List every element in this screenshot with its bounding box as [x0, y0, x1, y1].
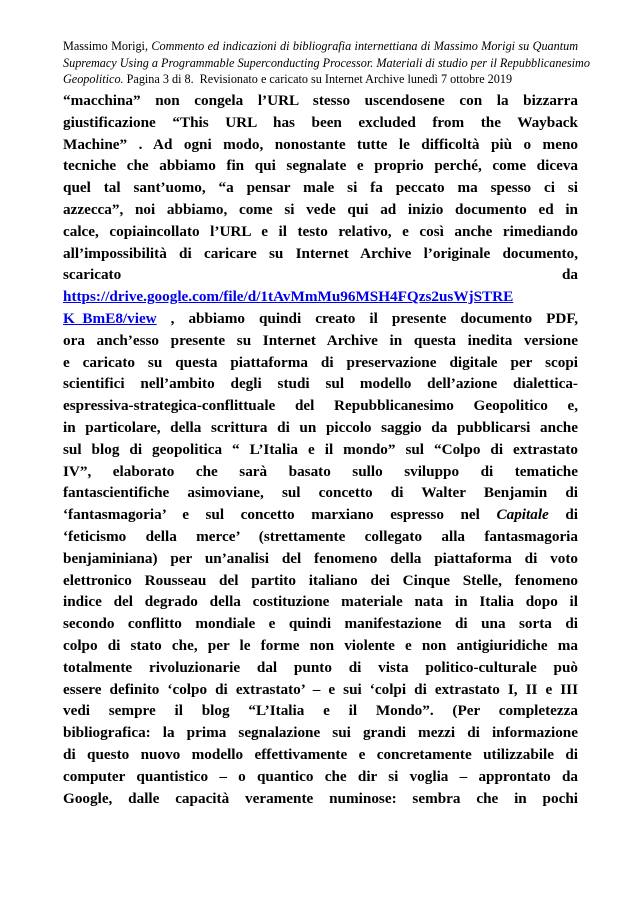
header-page-info: Pagina 3 di 8.	[126, 72, 194, 86]
text-line: benjaminiana) per un’analisi del fenomeno della piattaforma di voto	[63, 549, 578, 567]
text-line: sul blog di geopolitica “ L’Italia e il mondo” sul “Colpo di extrastato	[63, 440, 578, 458]
scaricato-word: scaricato	[63, 266, 122, 284]
text-line: vedi sempre il blog “L’Italia e il Mondo”. (Per completezza	[63, 702, 578, 720]
text-line: computer quantistico – o quantico che dir si voglia – approntato da	[63, 767, 578, 785]
page-header	[63, 38, 590, 88]
drive-link-part-1[interactable]: https://drive.google.com/file/d/1tAvMmMu96MSH4FQzs2usWjSTRE	[63, 288, 514, 306]
text-line-scaricato	[63, 264, 578, 286]
text-line: colpo di stato che, per le forme non violente e non antigiuridiche ma	[63, 636, 578, 654]
text-line: tecniche che abbiamo fin qui segnalate e proprio perché, come diceva	[63, 157, 578, 175]
text-line: in particolare, della scrittura di un piccolo saggio da pubblicarsi anche	[63, 418, 578, 436]
header-title-part-3: Geopolitico.	[63, 72, 124, 86]
header-line-2: Supremacy Using a Programmable Superconducting Processor. Materiali di studio per il Repubblicanesimo	[63, 55, 590, 70]
text-line: secondo conflitto mondiale e quindi manifestazione di una sorta di	[63, 615, 578, 633]
text-line: espressiva-strategica-conflittuale del Repubblicanesimo Geopolitico e,	[63, 397, 578, 415]
text-line-link-end	[63, 308, 578, 330]
text-line-capitale	[63, 504, 578, 526]
capitale-italic: Capitale	[496, 506, 549, 524]
text-line: di questo nuovo modello effettivamente e concretamente utilizzabile di	[63, 745, 578, 763]
text-line: essere definito ‘colpo di extrastato’ – e sui ‘colpi di extrastato I, II e III	[63, 680, 578, 698]
text-line: “macchina” non congela l’URL stesso uscendosene con la bizzarra	[63, 92, 578, 109]
text-line: e caricato su questa piattaforma di preservazione digitale per scopi	[63, 353, 578, 371]
text-line: all’impossibilità di caricare su Internet Archive l’originale documento,	[63, 244, 578, 262]
text-line: Google, dalle capacità veramente numinose: sembra che in pochi	[63, 789, 578, 807]
text-line: bibliografica: la prima segnalazione sui grandi mezzi di informazione	[63, 724, 578, 742]
text-line: quel tal sant’uomo, “a pensar male si fa peccato ma spesso ci si	[63, 179, 578, 197]
after-link-text: , abbiamo quindi creato il presente documento PDF,	[170, 309, 578, 327]
header-status: Revisionato e caricato su Internet Archive lunedì 7 ottobre 2019	[199, 72, 513, 86]
body-text	[63, 90, 578, 809]
text-line: indice del degrado della costituzione materiale nata in Italia dopo il	[63, 593, 578, 611]
capitale-after: di	[565, 506, 579, 524]
text-line: elettronico Rousseau del partito italiano dei Cinque Stelle, fenomeno	[63, 571, 578, 589]
header-line-3	[63, 71, 578, 88]
da-word: da	[561, 266, 578, 284]
text-line: calce, copiaincollato l’URL e il testo relativo, e così anche rimediando	[63, 222, 578, 240]
header-line-1	[63, 38, 578, 55]
text-line: ora anch’esso presente su Internet Archive in questa inedita versione	[63, 331, 578, 349]
text-line: IV”, elaborato che sarà basato sullo sviluppo di tematiche	[63, 462, 578, 480]
header-author: Massimo Morigi,	[63, 39, 148, 53]
header-title-part-1: Commento ed indicazioni di bibliografia internettiana di Massimo Morigi su Quantum	[151, 39, 579, 53]
drive-link-part-2[interactable]: K_BmE8/view	[63, 309, 157, 327]
text-line: ‘feticismo della merce’ (strettamente collegato alla fantasmagoria	[63, 527, 578, 545]
text-line: Machine” . Ad ogni modo, nonostante tutte le difficoltà più o meno	[63, 135, 578, 153]
text-line: giustificazione “This URL has been excluded from the Wayback	[63, 113, 578, 131]
text-line: totalmente rivoluzionarie dal punto di vista politico-culturale può	[63, 658, 578, 676]
text-line-link	[63, 286, 578, 308]
text-line: fantascientifiche asimoviane, sul concetto di Walter Benjamin di	[63, 484, 578, 502]
capitale-before: ‘fantasmagoria’ e sul concetto marxiano espresso nel	[63, 506, 480, 524]
text-line: scientifici nell’ambito degli studi sul modello dell’azione dialettica-	[63, 375, 578, 393]
text-line: azzecca”, noi abbiamo, come si vede qui ad inizio documento ed in	[63, 200, 578, 218]
